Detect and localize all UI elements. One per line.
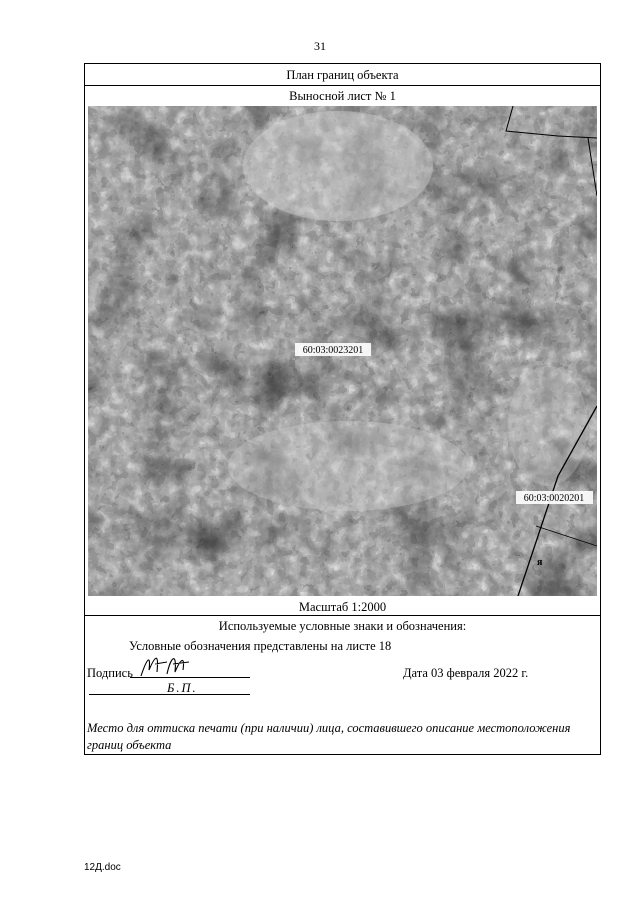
map-scale: Масштаб 1:2000 [85,596,600,616]
signature-initials: Б.П. [167,681,198,695]
initials-line [89,694,250,695]
signature-date: Дата 03 февраля 2022 г. [403,666,529,680]
legend-title: Используемые условные знаки и обозначения: [218,619,467,633]
handwritten-signature [137,648,197,682]
boundary-plan-sheet [84,63,601,755]
footer-file-name: 12Д.doc [84,862,121,873]
page-number: 31 [314,39,326,53]
sheet-label: Выносной лист № 1 [289,89,396,103]
signature-label: Подпись [87,666,133,680]
parcel-label-adjacent: 60:03:0020201 [523,493,585,504]
stamp-note: Место для оттиска печати (при наличии) лица, составившего описание местоположения границ объекта [87,721,571,752]
aerial-photo [88,106,597,596]
plan-title: План границ объекта [85,64,600,86]
parcel-label-main: 60:03:0023201 [302,345,364,356]
aerial-map [88,106,597,596]
edge-mark: я [537,557,543,568]
legend-note: Условные обозначения представлены на листе 18 [129,639,392,653]
